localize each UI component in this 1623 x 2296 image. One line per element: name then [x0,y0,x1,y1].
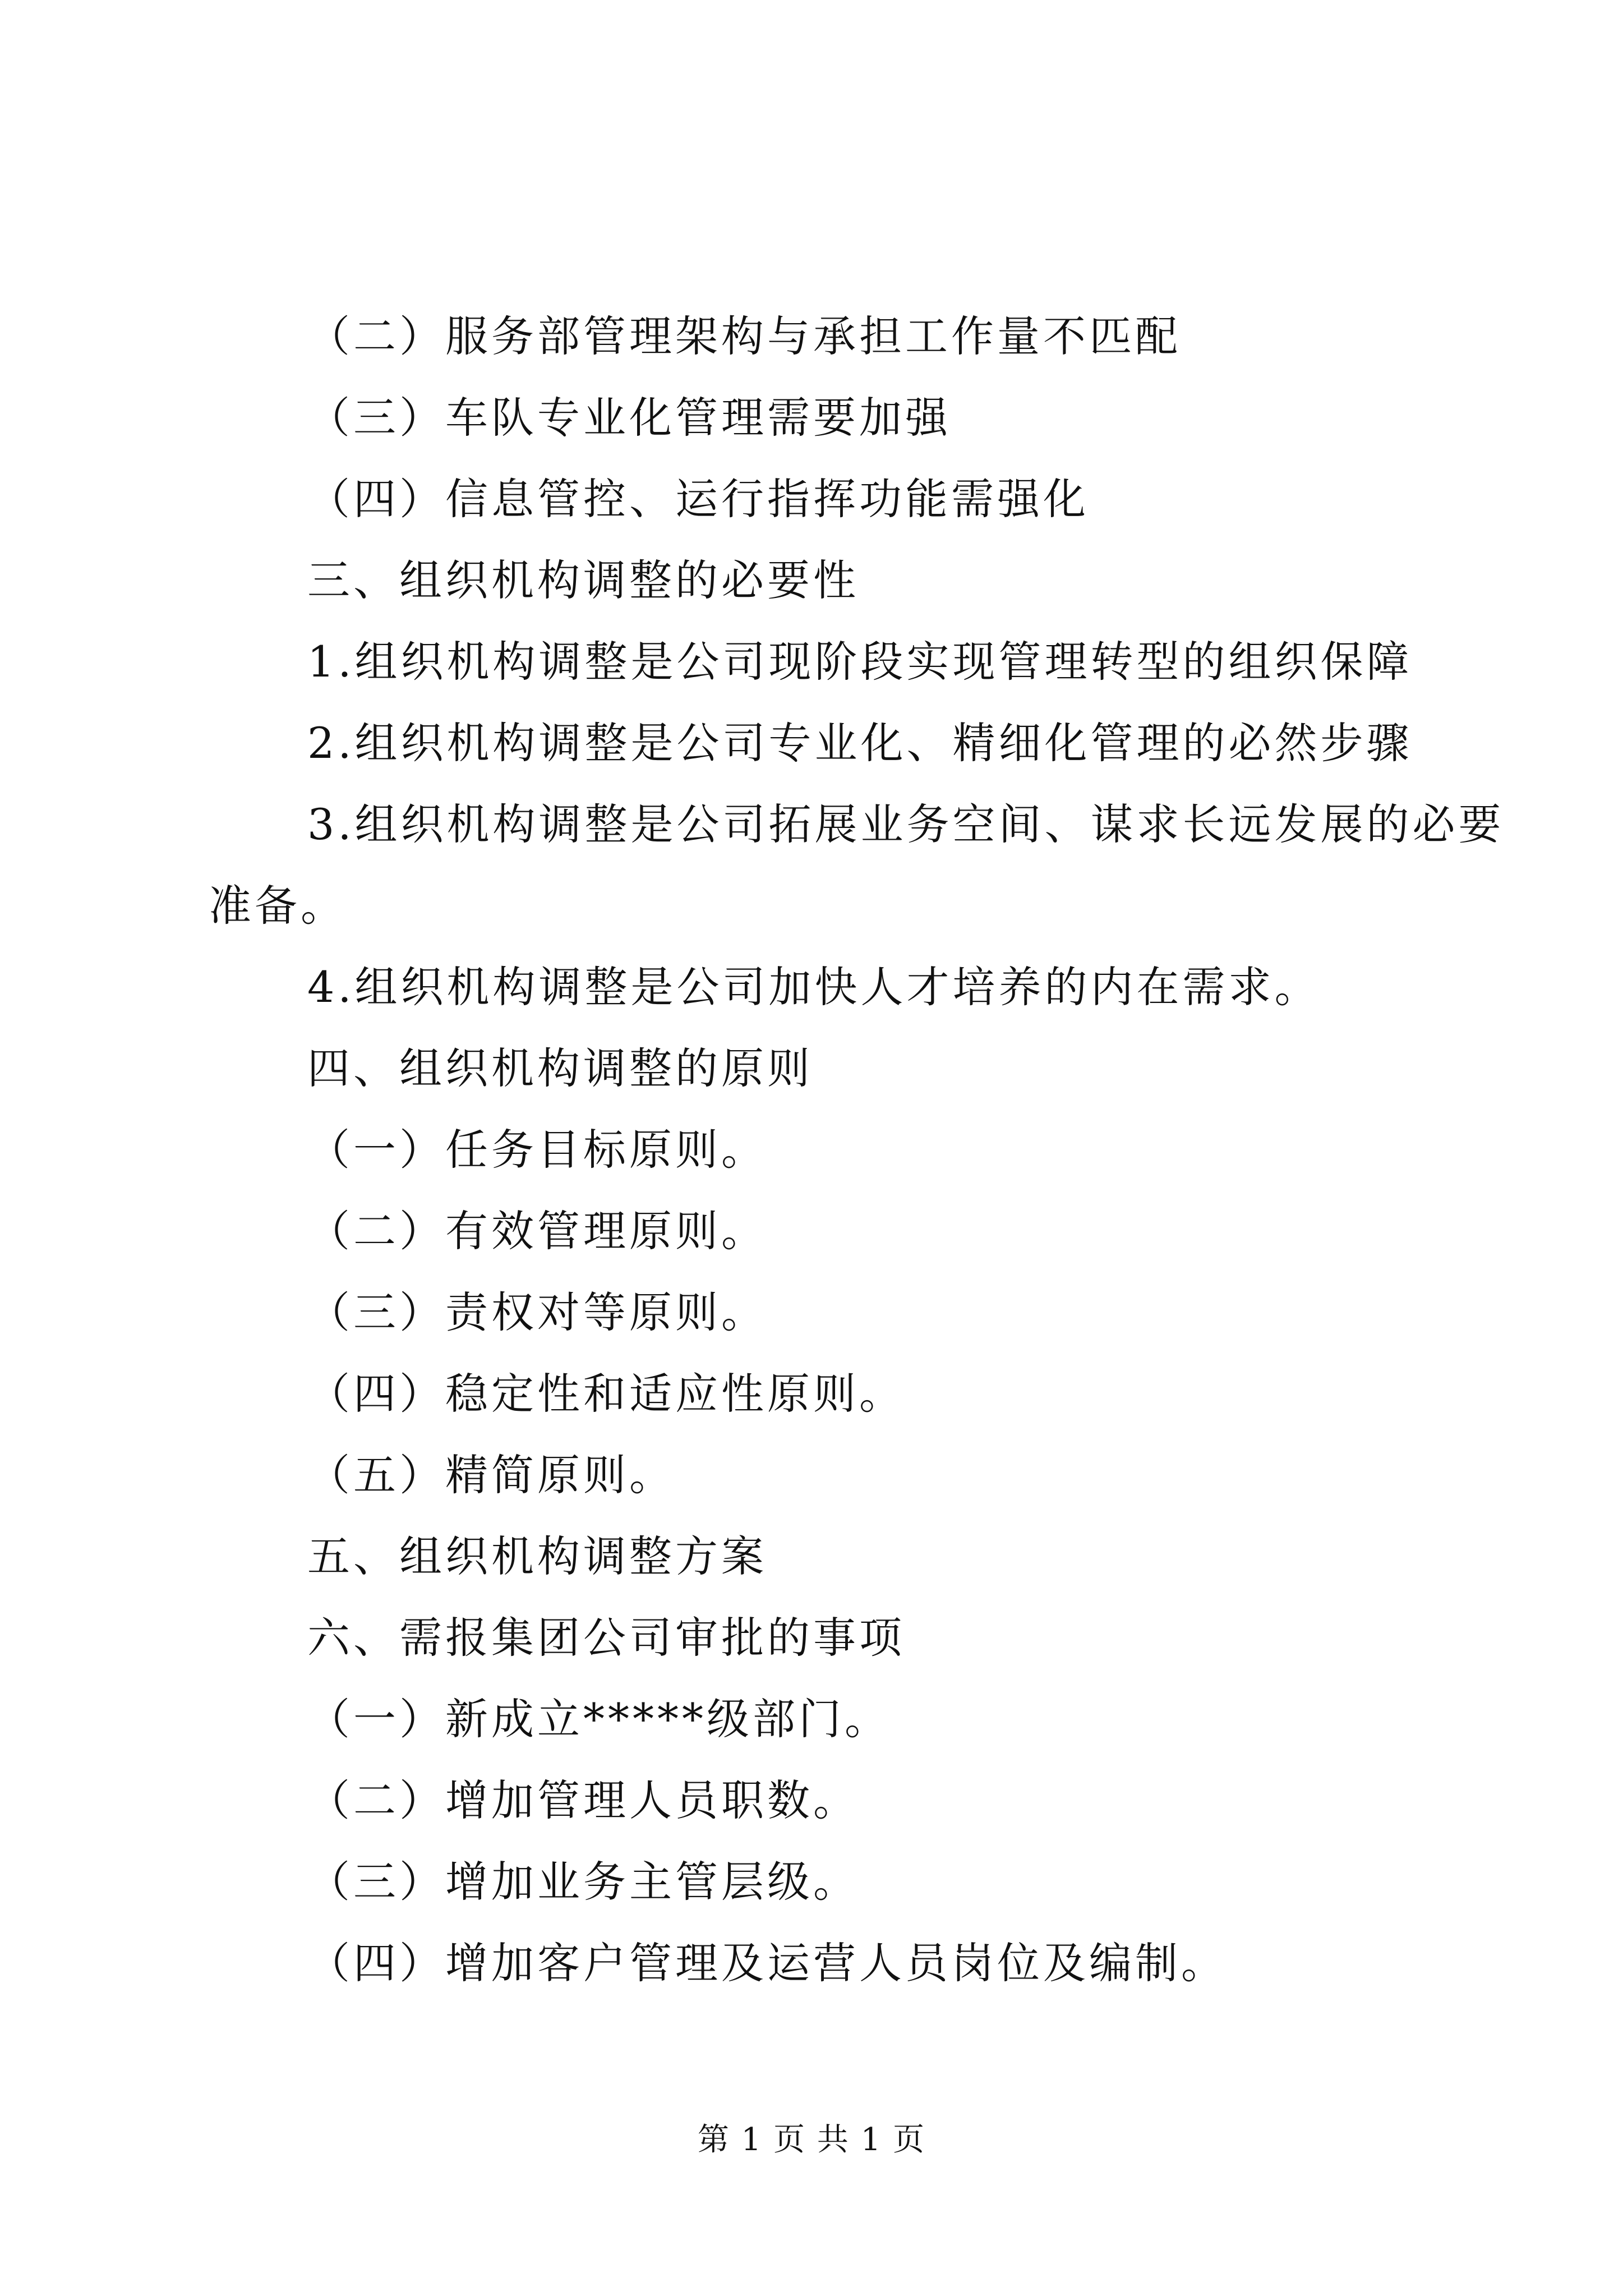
list-item-necessity-1: 1.组织机构调整是公司现阶段实现管理转型的组织保障 [307,637,1413,687]
principle-item-1: （一）任务目标原则。 [307,1125,767,1175]
section-heading-plan: 五、组织机构调整方案 [307,1531,767,1581]
subheading-fleet-management: （三）车队专业化管理需要加强 [307,393,951,443]
subheading-info-control: （四）信息管控、运行指挥功能需强化 [307,474,1089,524]
approval-item-2: （二）增加管理人员职数。 [307,1775,859,1825]
approval-item-1: （一）新成立*****级部门。 [307,1694,891,1744]
approval-item-3: （三）增加业务主管层级。 [307,1857,859,1907]
principle-item-2: （二）有效管理原则。 [307,1206,767,1256]
list-item-necessity-3: 3.组织机构调整是公司拓展业务空间、谋求长远发展的必要 [307,799,1505,849]
principle-item-5: （五）精简原则。 [307,1450,675,1500]
section-heading-principles: 四、组织机构调整的原则 [307,1043,813,1093]
list-item-necessity-4: 4.组织机构调整是公司加快人才培养的内在需求。 [307,962,1321,1012]
subheading-service-structure: （二）服务部管理架构与承担工作量不匹配 [307,311,1181,361]
page-footer: 第 1 页 共 1 页 [697,2122,926,2158]
section-heading-necessity: 三、组织机构调整的必要性 [307,555,859,605]
principle-item-4: （四）稳定性和适应性原则。 [307,1369,905,1419]
list-item-necessity-2: 2.组织机构调整是公司专业化、精细化管理的必然步骤 [307,718,1413,768]
list-item-necessity-3-cont: 准备。 [209,881,347,931]
principle-item-3: （三）责权对等原则。 [307,1287,767,1337]
section-heading-approval: 六、需报集团公司审批的事项 [307,1613,905,1663]
approval-item-4: （四）增加客户管理及运营人员岗位及编制。 [307,1938,1227,1988]
